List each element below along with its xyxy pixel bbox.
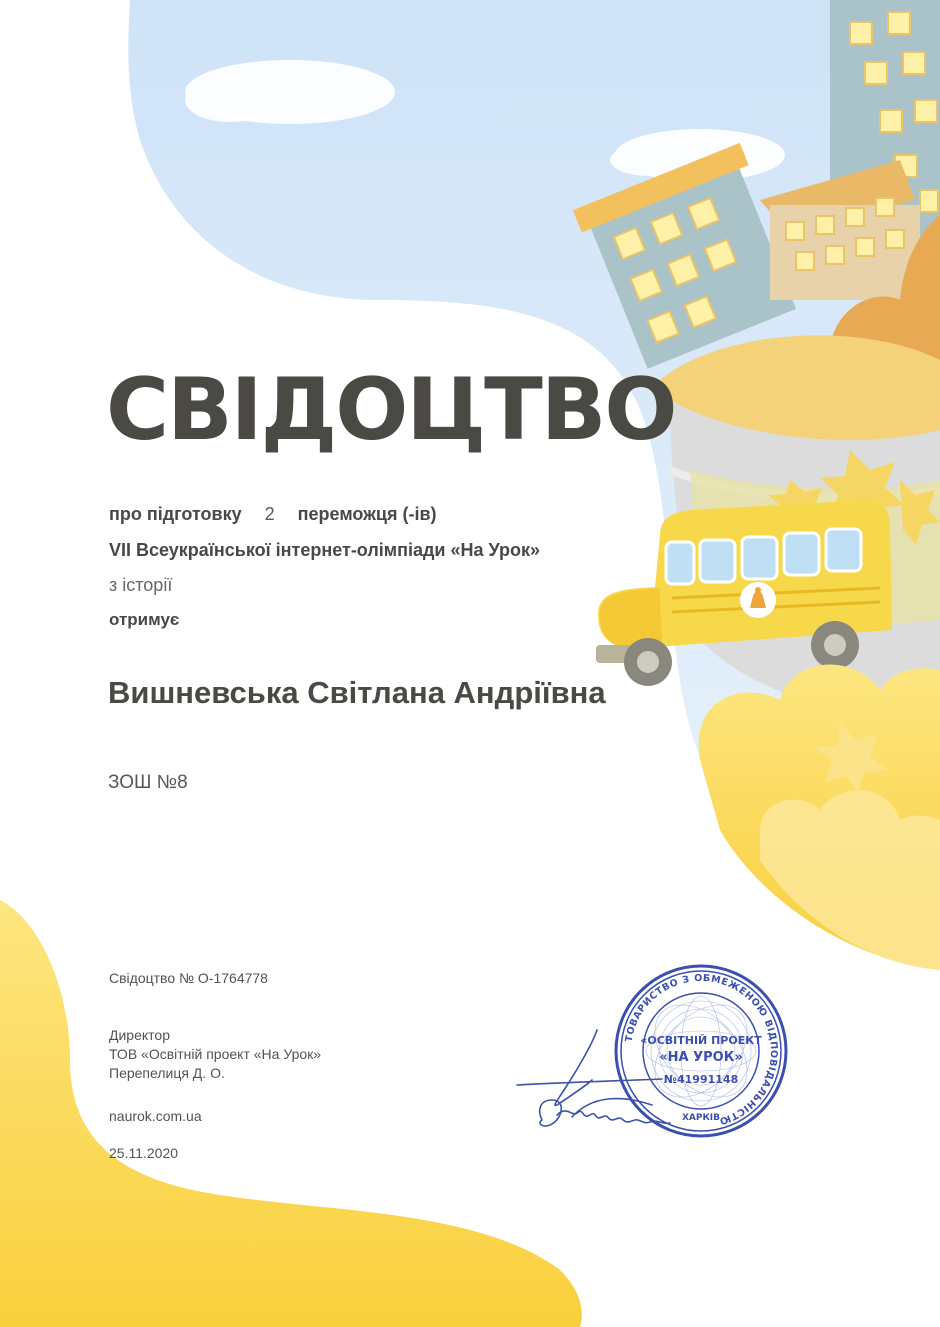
stamp-line-1: «ОСВІТНІЙ ПРОЕКТ (640, 1034, 762, 1047)
signatory-title: Директор (109, 1027, 170, 1043)
signatory-name: Перепелиця Д. О. (109, 1065, 225, 1081)
stamp-code: №41991148 (663, 1073, 739, 1086)
preparation-suffix: переможця (-ів) (297, 504, 437, 524)
issue-date: 25.11.2020 (109, 1145, 179, 1161)
subject: з історії (109, 575, 173, 595)
stamp-ring-text: ТОВАРИСТВО З ОБМЕЖЕНОЮ ВІДПОВІДАЛЬНІСТЮ (623, 972, 780, 1127)
website-link[interactable]: naurok.com.ua (109, 1108, 202, 1124)
director-signature (512, 1025, 702, 1135)
winners-count: 2 (264, 504, 275, 524)
stamp-city: ХАРКІВ (681, 1113, 721, 1123)
olympiad-name: VII Всеукраїнської інтернет-олімпіади «На Урок» (109, 540, 541, 560)
preparation-line (109, 504, 437, 525)
receives-label: отримує (109, 610, 180, 629)
signatory-organization: ТОВ «Освітній проект «На Урок» (109, 1046, 322, 1062)
school-name: ЗОШ №8 (108, 772, 188, 793)
preparation-prefix: про підготовку (109, 504, 242, 524)
stamp-line-2: «НА УРОК» (659, 1050, 743, 1065)
certificate-title: СВІДОЦТВО (106, 360, 676, 460)
certificate-number: Свідоцтво № О-1764778 (109, 970, 268, 986)
recipient-name: Вишневська Світлана Андріївна (108, 675, 606, 710)
